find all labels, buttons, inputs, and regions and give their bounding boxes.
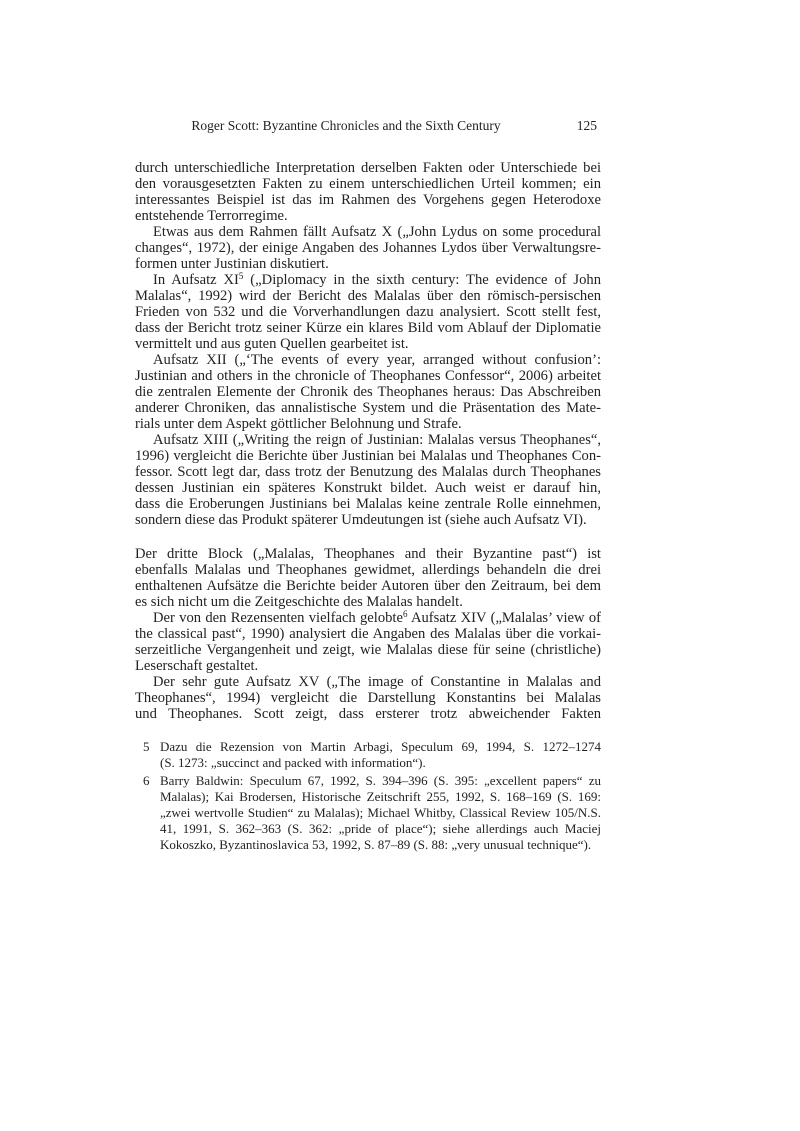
footnote-line: Dazu die Rezension von Martin Arbagi, Speculum 69, 1994, S. 1272–1274	[160, 739, 601, 754]
footnote-line: (S. 1273: „succinct and packed with information“).	[160, 755, 426, 770]
text-line: dessen Justinian ein späteres Konstrukt bildet. Auch weist er darauf hin,	[135, 480, 601, 496]
footnote-line: 41, 1991, S. 362–363 (S. 362: „pride of place“); siehe allerdings auch Maciej	[160, 821, 601, 836]
text-line: Der von den Rezensenten vielfach gelobte$^6$ Aufsatz XIV („Malalas’ view of	[153, 609, 601, 626]
running-header	[135, 118, 597, 136]
text-line: Leserschaft gestaltet.	[135, 658, 259, 674]
text-line: Aufsatz XII („‘The events of every year, arranged without confusion’:	[153, 352, 601, 368]
paragraph	[135, 546, 601, 610]
text-line: fessor. Scott legt dar, dass trotz der Benutzung des Malalas durch Theophanes	[135, 464, 601, 480]
text-line: interessantes Beispiel ist das im Rahmen des Vorgehens gegen Heterodoxe	[135, 192, 601, 208]
text-line: Aufsatz XIII („Writing the reign of Justinian: Malalas versus Theophanes“,	[153, 432, 601, 448]
footnote-line: Malalas); Kai Brodersen, Historische Zeitschrift 255, 1992, S. 168–169 (S. 169:	[160, 789, 601, 804]
text-line: durch unterschiedliche Interpretation derselben Fakten oder Unterschiede bei	[135, 160, 601, 176]
footnote-reference: 5	[238, 271, 244, 281]
text-line: Etwas aus dem Rahmen fällt Aufsatz X („John Lydus on some procedural	[153, 224, 601, 240]
text-line: Der dritte Block („Malalas, Theophanes and their Byzantine past“) ist	[135, 546, 601, 562]
paragraph	[135, 674, 601, 722]
paragraph	[135, 352, 601, 432]
text-line: Frieden von 532 und die Vorverhandlungen dazu analysiert. Scott stellt fest,	[135, 304, 601, 320]
paragraph	[135, 224, 601, 272]
text-line: ebenfalls Malalas und Theophanes gewidmet, allerdings behandeln die drei	[135, 562, 601, 578]
text-line: die zentralen Elemente der Chronik des Theophanes heraus: Das Abschreiben	[135, 384, 601, 400]
text-line: serzeitliche Vergangenheit und zeigt, wie Malalas diese für seine (christliche)	[135, 642, 601, 658]
text-line: Malalas“, 1992) wird der Bericht des Malalas über den römisch-persischen	[135, 288, 601, 304]
footnotes	[143, 739, 601, 855]
text-line: In Aufsatz $XI^5$ („Diplomacy in the sixth century: The evidence of John	[153, 271, 601, 288]
text-line: Der sehr gute Aufsatz XV („The image of Constantine in Malalas and	[153, 674, 601, 690]
paragraph	[135, 272, 601, 352]
text-line: 1996) vergleicht die Berichte über Justinian bei Malalas und Theophanes Con-	[135, 448, 601, 464]
text-line: Theophanes“, 1994) vergleicht die Darstellung Konstantins bei Malalas	[135, 690, 601, 706]
text-line: the classical past“, 1990) analysiert die Angaben des Malalas über die vorkai-	[135, 626, 601, 642]
footnote	[143, 773, 601, 853]
text-line: es sich nicht um die Zeitgeschichte des Malalas handelt.	[135, 594, 463, 610]
text-line: den vorausgesetzten Fakten zu einem unterschiedlichen Urteil kommen; ein	[135, 176, 601, 192]
text-line: dass der Bericht trotz seiner Kürze ein klares Bild vom Ablauf der Diplomatie	[135, 320, 601, 336]
text-line: rials unter dem Aspekt göttlicher Belohnung und Strafe.	[135, 416, 462, 432]
text-line: dass die Eroberungen Justinians bei Malalas keine zentrale Rolle einnehmen,	[135, 496, 601, 512]
paragraph	[135, 610, 601, 674]
text-line: Justinian and others in the chronicle of Theophanes Confessor“, 2006) arbeitet	[135, 368, 601, 384]
footnote-line: Barry Baldwin: Speculum 67, 1992, S. 394–396 (S. 395: „excellent papers“ zu	[160, 773, 601, 788]
paragraph	[135, 160, 601, 224]
text-line: enthaltenen Aufsätze die Berichte beider Autoren über den Zeitraum, bei dem	[135, 578, 601, 594]
footnote	[143, 739, 601, 771]
text-line: sondern diese das Produkt späterer Umdeutungen ist (siehe auch Aufsatz VI).	[135, 512, 587, 528]
body-text-block-1	[135, 160, 601, 528]
text-line: changes“, 1972), der einige Angaben des Johannes Lydos über Verwaltungsre-	[135, 240, 601, 256]
footnote-reference: 6	[402, 609, 408, 619]
page-number: 125	[576, 118, 597, 133]
footnote-number: 6	[143, 773, 150, 788]
text-line: vermittelt und aus guten Quellen gearbeitet ist.	[135, 336, 409, 352]
footnote-line: Kokoszko, Byzantinoslavica 53, 1992, S. 87–89 (S. 88: „very unusual technique“).	[160, 837, 592, 852]
paragraph	[135, 432, 601, 528]
text-line: formen unter Justinian diskutiert.	[135, 256, 329, 272]
text-line: anderer Chroniken, das annalistische System und die Präsentation des Mate-	[135, 400, 601, 416]
text-line: entstehende Terrorregime.	[135, 208, 288, 224]
footnote-number: 5	[143, 739, 150, 754]
footnote-line: „zwei wertvolle Studien“ zu Malalas); Michael Whitby, Classical Review 105/N.S.	[160, 805, 601, 820]
running-title: Roger Scott: Byzantine Chronicles and the Sixth Century	[191, 118, 501, 133]
text-line: und Theophanes. Scott zeigt, dass ersterer trotz abweichender Fakten	[135, 706, 601, 722]
body-text-block-2	[135, 546, 601, 722]
